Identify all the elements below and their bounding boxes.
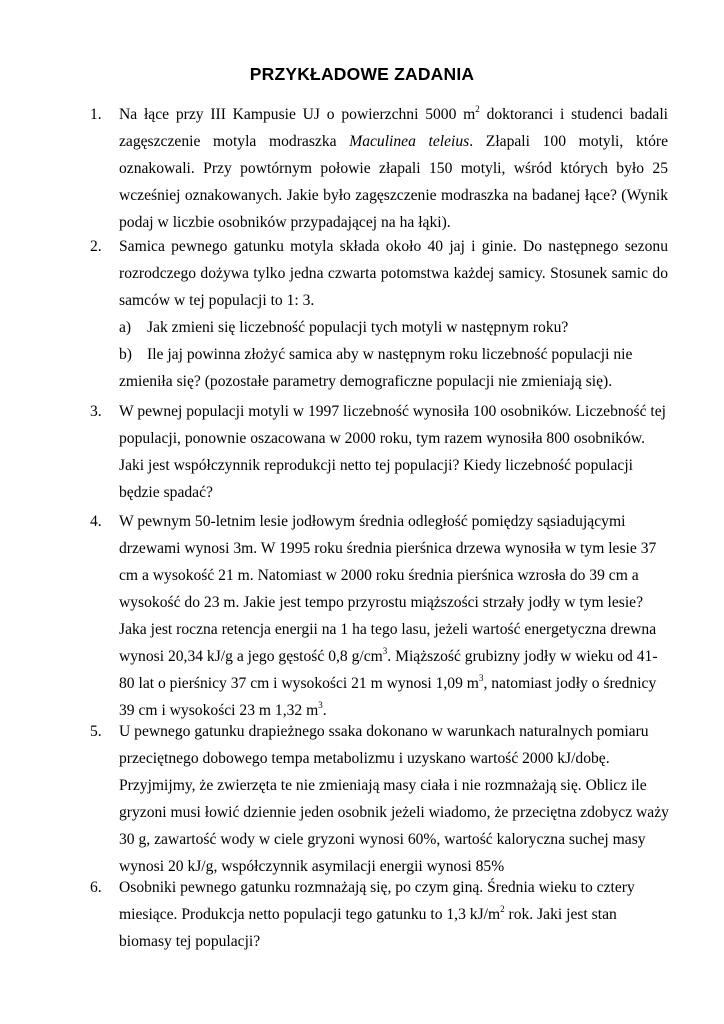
text-line: zmieniła się? (pozostałe parametry demograficzne populacji nie zmieniają się).	[119, 373, 613, 390]
text-line: Przyjmijmy, że zwierzęta te nie zmieniają masy ciała i nie rozmnażają się. Oblicz ile	[119, 777, 647, 794]
text-line: 39 cm i wysokości 23 m 1,32 $m^3$.	[119, 700, 327, 719]
task-body	[119, 233, 668, 395]
text-line: populacji, ponownie oszacowana w 2000 roku, tym razem wynosiła 800 osobników.	[119, 430, 646, 447]
text-line: cm a wysokość 21 m. Natomiast w 2000 roku średnia pierśnica wzrosła do 39 cm a	[119, 567, 639, 584]
task-body	[119, 508, 668, 724]
text-line: będzie spadać?	[119, 484, 213, 501]
text-line: zagęszczenie motyla modraszka Maculinea teleius. Złapali 100 motyli, które	[119, 133, 668, 150]
text-line: przeciętnego dobowego tempa metabolizmu i uzyskano wartość 2000 kJ/dobę.	[119, 750, 610, 767]
text-line: wynosi 20 kJ/g, współczynnik asymilacji energii wynosi 85%	[119, 858, 505, 875]
page-title: PRZYKŁADOWE ZADANIA	[249, 64, 475, 84]
text-line: wynosi 20,34 kJ/g a jego gęstość 0,8 $g/cm^3$. Miąższość grubizny jodły w wieku od 41-	[119, 646, 658, 665]
task-number: 1.	[90, 106, 102, 123]
text-line: Na łące przy III Kampusie UJ o powierzchni 5000 $m^2$ doktoranci i studenci badali	[119, 104, 668, 123]
text-line: gryzoni musi łowić dziennie jeden osobnik jeżeli wiadomo, że przeciętna zdobycz waży	[119, 804, 669, 821]
text-line: 30 g, zawartość wody w ciele gryzoni wynosi 60%, wartość kaloryczna suchej masy	[119, 831, 646, 848]
task-number: 5.	[90, 723, 102, 740]
text-line: U pewnego gatunku drapieżnego ssaka dokonano w warunkach naturalnych pomiaru	[119, 723, 649, 740]
text-line: Jaka jest roczna retencja energii na 1 ha tego lasu, jeżeli wartość energetyczna drewna	[119, 621, 657, 638]
text-line: podaj w liczbie osobników przypadającej na ha łąki).	[119, 214, 451, 231]
text-line: Osobniki pewnego gatunku rozmnażają się, po czym giną. Średnia wieku to cztery	[119, 879, 635, 896]
text-line: oznakowali. Przy powtórnym połowie złapali 150 motyli, wśród których było 25	[119, 160, 668, 177]
subquestion-a: a) Jak zmieni się liczebność populacji tych motyli w następnym roku?	[119, 319, 569, 336]
task-number: 2.	[90, 238, 102, 255]
text-line: biomasy tej populacji?	[119, 933, 261, 950]
subquestion-b: b) Ile jaj powinna złożyć samica aby w następnym roku liczebność populacji nie	[119, 346, 633, 363]
task-number: 4.	[90, 513, 102, 530]
task-body	[119, 101, 668, 236]
task-number: 3.	[90, 403, 102, 420]
task-body	[119, 874, 668, 955]
text-line: miesiące. Produkcja netto populacji tego gatunku to 1,3 $kJ/m^2$ rok. Jaki jest stan	[119, 904, 617, 923]
task-body	[119, 718, 668, 880]
text-line: Jaki jest współczynnik reprodukcji netto tej populacji? Kiedy liczebność populacji	[119, 457, 634, 474]
task-body	[119, 398, 668, 506]
text-line: Samica pewnego gatunku motyla składa około 40 jaj i ginie. Do następnego sezonu	[119, 238, 668, 255]
text-line: W pewnej populacji motyli w 1997 liczebność wynosiła 100 osobników. Liczebność tej	[119, 403, 666, 420]
text-line: drzewami wynosi 3m. W 1995 roku średnia pierśnica drzewa wynosiła w tym lesie 37	[119, 540, 657, 557]
text-line: W pewnym 50-letnim lesie jodłowym średnia odległość pomiędzy sąsiadującymi	[119, 513, 626, 530]
text-line: 80 lat o pierśnicy 37 cm i wysokości 21 m wynosi 1,09 $m^3$, natomiast jodły o średnicy	[119, 673, 657, 692]
text-line: rozrodczego dożywa tylko jedna czwarta potomstwa każdej samicy. Stosunek samic do	[119, 265, 668, 282]
text-line: samców w tej populacji to 1: 3.	[119, 292, 315, 309]
task-number: 6.	[90, 879, 102, 896]
species-name: Maculinea teleius	[349, 133, 470, 150]
text-line: wcześniej oznakowanych. Jakie było zagęszczenie modraszka na badanej łące? (Wynik	[119, 187, 668, 204]
text-line: wysokość do 23 m. Jakie jest tempo przyrostu miąższości strzały jodły w tym lesie?	[119, 594, 644, 611]
